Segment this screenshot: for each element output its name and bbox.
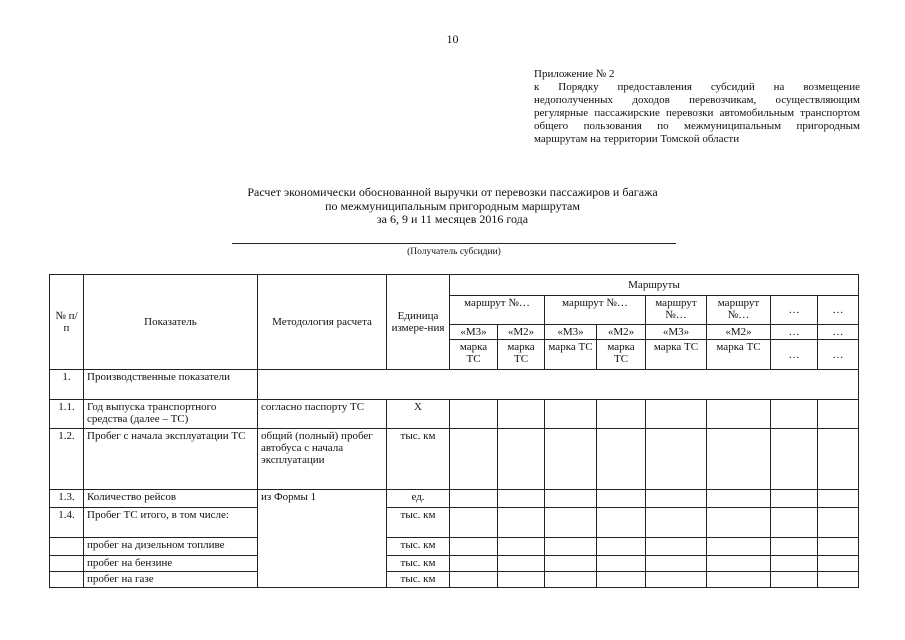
- route-value-cell: [450, 508, 498, 538]
- route-value-cell: [597, 400, 646, 429]
- route-value-cell: [646, 556, 707, 572]
- route-value-cell: [498, 400, 545, 429]
- header-class-m3: «М3»: [545, 325, 597, 340]
- route-value-cell: [545, 429, 597, 490]
- header-route-ellipsis: …: [818, 296, 859, 325]
- route-value-cell: [771, 429, 818, 490]
- table-row: [50, 572, 859, 588]
- header-route-ellipsis: …: [771, 296, 818, 325]
- route-value-cell: [707, 400, 771, 429]
- title-line-2: по межмуниципальным пригородным маршрутам: [325, 198, 580, 213]
- header-route-3: маршрут №…: [646, 296, 707, 325]
- route-value-cell: [818, 429, 859, 490]
- route-value-cell: [597, 538, 646, 556]
- row-indicator: Количество рейсов: [84, 490, 258, 508]
- row-num: 1.3.: [50, 490, 84, 508]
- route-value-cell: [771, 556, 818, 572]
- route-value-cell: [450, 572, 498, 588]
- row-num: [50, 538, 84, 556]
- route-value-cell: [646, 400, 707, 429]
- route-value-cell: [498, 556, 545, 572]
- route-value-cell: [545, 400, 597, 429]
- header-class-ellipsis: …: [771, 325, 818, 340]
- route-value-cell: [818, 400, 859, 429]
- route-value-cell: [597, 508, 646, 538]
- row-section-span: [258, 370, 859, 400]
- title-line-1: Расчет экономически обоснованной выручки от перевозки пассажиров и багажа: [247, 185, 658, 199]
- header-unit: Единица измере-ния: [387, 275, 450, 370]
- row-method: согласно паспорту ТС: [258, 400, 387, 429]
- header-brand: марка ТС: [646, 340, 707, 370]
- header-brand: марка ТС: [545, 340, 597, 370]
- route-value-cell: [450, 400, 498, 429]
- route-value-cell: [771, 538, 818, 556]
- table-row: [50, 538, 859, 556]
- header-class-m2: «М2»: [707, 325, 771, 340]
- revenue-calculation-table: [49, 274, 859, 588]
- row-method: из Формы 1: [258, 490, 387, 588]
- row-unit: тыс. км: [387, 538, 450, 556]
- route-value-cell: [707, 429, 771, 490]
- route-value-cell: [498, 490, 545, 508]
- header-class-m2: «М2»: [597, 325, 646, 340]
- table-row: [50, 508, 859, 538]
- header-route-1: маршрут №…: [450, 296, 545, 325]
- route-value-cell: [545, 556, 597, 572]
- row-unit: Х: [387, 400, 450, 429]
- row-num: [50, 572, 84, 588]
- route-value-cell: [646, 572, 707, 588]
- route-value-cell: [707, 556, 771, 572]
- route-value-cell: [545, 508, 597, 538]
- row-num: [50, 556, 84, 572]
- route-value-cell: [818, 572, 859, 588]
- header-brand-ellipsis: …: [818, 340, 859, 370]
- row-unit: тыс. км: [387, 508, 450, 538]
- route-value-cell: [597, 429, 646, 490]
- header-brand: марка ТС: [707, 340, 771, 370]
- route-value-cell: [646, 538, 707, 556]
- route-value-cell: [818, 508, 859, 538]
- header-brand: марка ТС: [498, 340, 545, 370]
- page-number: 10: [446, 32, 459, 46]
- header-class-m3: «М3»: [646, 325, 707, 340]
- route-value-cell: [818, 556, 859, 572]
- row-unit: тыс. км: [387, 572, 450, 588]
- route-value-cell: [771, 490, 818, 508]
- appendix-heading: Приложение № 2: [534, 68, 615, 80]
- route-value-cell: [707, 572, 771, 588]
- header-route-4: маршрут №…: [707, 296, 771, 325]
- row-indicator: Пробег ТС итого, в том числе:: [84, 508, 258, 538]
- route-value-cell: [450, 556, 498, 572]
- header-route-2: маршрут №…: [545, 296, 646, 325]
- row-unit: тыс. км: [387, 556, 450, 572]
- row-indicator: Пробег с начала эксплуатации ТС: [84, 429, 258, 490]
- route-value-cell: [597, 572, 646, 588]
- route-value-cell: [545, 572, 597, 588]
- row-num: 1.2.: [50, 429, 84, 490]
- route-value-cell: [498, 572, 545, 588]
- route-value-cell: [707, 538, 771, 556]
- recipient-underline: [232, 243, 676, 244]
- route-value-cell: [646, 490, 707, 508]
- header-brand: марка ТС: [450, 340, 498, 370]
- route-value-cell: [818, 538, 859, 556]
- route-value-cell: [450, 490, 498, 508]
- header-method: Методология расчета: [258, 275, 387, 370]
- route-value-cell: [646, 429, 707, 490]
- route-value-cell: [771, 400, 818, 429]
- route-value-cell: [771, 508, 818, 538]
- table-row: [50, 490, 859, 508]
- route-value-cell: [545, 538, 597, 556]
- route-value-cell: [545, 490, 597, 508]
- header-routes: Маршруты: [450, 275, 859, 296]
- route-value-cell: [707, 490, 771, 508]
- route-value-cell: [707, 508, 771, 538]
- route-value-cell: [450, 429, 498, 490]
- recipient-label: (Получатель субсидии): [407, 247, 501, 257]
- row-indicator: пробег на бензине: [84, 556, 258, 572]
- route-value-cell: [646, 508, 707, 538]
- route-value-cell: [597, 490, 646, 508]
- route-value-cell: [597, 556, 646, 572]
- route-value-cell: [498, 538, 545, 556]
- row-indicator: пробег на газе: [84, 572, 258, 588]
- title-line-3: за 6, 9 и 11 месяцев 2016 года: [376, 212, 529, 226]
- route-value-cell: [771, 572, 818, 588]
- route-value-cell: [818, 490, 859, 508]
- header-brand: марка ТС: [597, 340, 646, 370]
- header-class-m2: «М2»: [498, 325, 545, 340]
- table-row: [50, 400, 859, 429]
- header-num: № п/п: [50, 275, 84, 370]
- table-row: [50, 370, 859, 400]
- row-num: 1.4.: [50, 508, 84, 538]
- row-num: 1.: [50, 370, 84, 400]
- header-indicator: Показатель: [84, 275, 258, 370]
- header-class-ellipsis: …: [818, 325, 859, 340]
- row-indicator: Год выпуска транспортного средства (далее – ТС): [84, 400, 258, 429]
- row-method: общий (полный) пробег автобуса с начала эксплуатации: [258, 429, 387, 490]
- appendix-block: [534, 68, 860, 146]
- header-class-m3: «М3»: [450, 325, 498, 340]
- appendix-text: к Порядку предоставления субсидий на возмещение недополученных доходов перевозчикам, осуществляющим регулярные пассажирские перевозки автомобильным транспортом общего пользования по межмуниципальным пригородным маршрутам на территории Томской области: [534, 81, 860, 145]
- row-indicator: Производственные показатели: [84, 370, 258, 400]
- header-brand-ellipsis: …: [771, 340, 818, 370]
- row-unit: тыс. км: [387, 429, 450, 490]
- route-value-cell: [450, 538, 498, 556]
- route-value-cell: [498, 508, 545, 538]
- table-row: [50, 429, 859, 490]
- row-indicator: пробег на дизельном топливе: [84, 538, 258, 556]
- row-num: 1.1.: [50, 400, 84, 429]
- route-value-cell: [498, 429, 545, 490]
- row-unit: ед.: [387, 490, 450, 508]
- document-title: [100, 186, 805, 227]
- table-row: [50, 556, 859, 572]
